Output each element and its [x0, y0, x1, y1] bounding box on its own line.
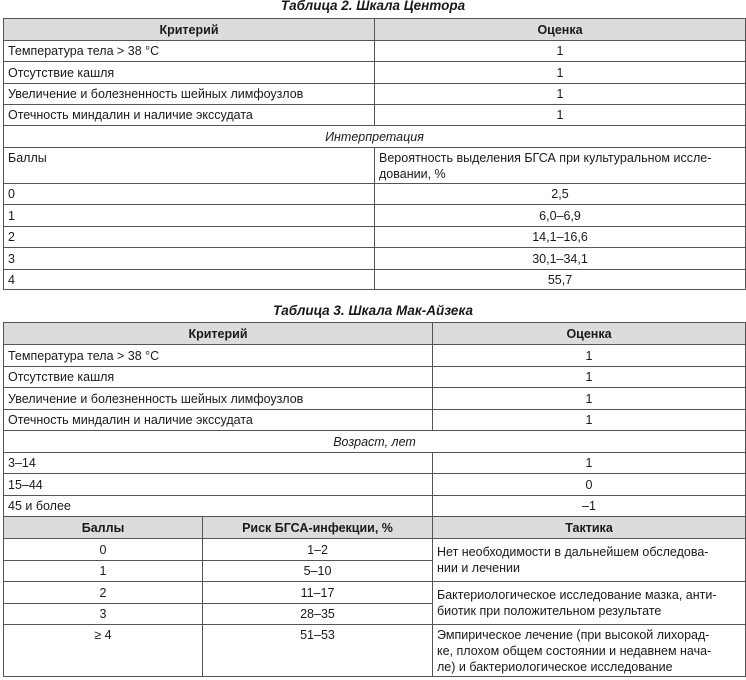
probability-header	[375, 148, 746, 184]
points-cell: ≥ 4	[4, 625, 203, 677]
table-row	[4, 388, 746, 410]
age-cell: 15–44	[4, 474, 433, 496]
table-row	[4, 539, 746, 561]
points-cell: 1	[4, 205, 375, 227]
risk-cell: 5–10	[203, 561, 433, 582]
criterion-cell: Отечность миндалин и наличие экссудата	[4, 410, 433, 431]
tactics-line: ке, плохом общем состоянии и недавнем нача-	[437, 644, 712, 658]
criterion-cell: Температура тела > 38 °С	[4, 345, 433, 367]
probability-cell: 14,1–16,6	[375, 227, 746, 248]
table-row	[4, 248, 746, 270]
score-cell: 1	[433, 410, 746, 431]
tactics-line: нии и лечении	[437, 561, 520, 575]
table-row	[4, 345, 746, 367]
score-cell: 1	[375, 105, 746, 126]
score-cell: 1	[433, 367, 746, 388]
tactics-line: Бактериологическое исследование мазка, анти-	[437, 588, 717, 602]
table-row	[4, 270, 746, 290]
table-row	[4, 41, 746, 62]
age-title: Возраст, лет	[4, 431, 746, 453]
points-cell: 0	[4, 539, 203, 561]
risk-cell: 1–2	[203, 539, 433, 561]
table-row	[4, 84, 746, 105]
col-criterion-header: Критерий	[4, 19, 375, 41]
table-row	[4, 367, 746, 388]
criterion-cell: Отсутствие кашля	[4, 62, 375, 84]
points-cell: 2	[4, 582, 203, 604]
risk-cell: 11–17	[203, 582, 433, 604]
score-cell: 1	[375, 84, 746, 105]
age-cell: 3–14	[4, 453, 433, 474]
risk-cell: 51–53	[203, 625, 433, 677]
tactics-line: биотик при положительном результате	[437, 604, 662, 618]
table-row	[4, 62, 746, 84]
tactics-cell	[433, 539, 746, 582]
table-row	[4, 474, 746, 496]
score-cell: 1	[433, 388, 746, 410]
score-cell: 1	[433, 453, 746, 474]
criterion-cell: Отечность миндалин и наличие экссудата	[4, 105, 375, 126]
table-row	[4, 453, 746, 474]
points-cell: 2	[4, 227, 375, 248]
centor-table	[3, 18, 746, 290]
probability-header-line2: довании, %	[379, 167, 446, 181]
criterion-cell: Температура тела > 38 °С	[4, 41, 375, 62]
points-cell: 0	[4, 184, 375, 205]
col-risk-header: Риск БГСА-инфекции, %	[203, 517, 433, 539]
tactics-cell	[433, 625, 746, 677]
score-cell: 1	[375, 62, 746, 84]
table-row	[4, 184, 746, 205]
table3-caption: Таблица 3. Шкала Мак-Айзека	[273, 303, 473, 318]
points-cell: 4	[4, 270, 375, 290]
criterion-cell: Увеличение и болезненность шейных лимфоузлов	[4, 84, 375, 105]
table-row	[4, 105, 746, 126]
col-score-header: Оценка	[433, 323, 746, 345]
score-cell: 1	[375, 41, 746, 62]
tactics-line: Нет необходимости в дальнейшем обследова-	[437, 545, 709, 559]
score-cell: –1	[433, 496, 746, 517]
col-criterion-header: Критерий	[4, 323, 433, 345]
table-row	[4, 625, 746, 677]
table-row	[4, 227, 746, 248]
criterion-cell: Увеличение и болезненность шейных лимфоузлов	[4, 388, 433, 410]
table-row	[4, 205, 746, 227]
points-cell: 1	[4, 561, 203, 582]
tactics-cell	[433, 582, 746, 625]
probability-cell: 55,7	[375, 270, 746, 290]
col-score-header: Оценка	[375, 19, 746, 41]
table-row	[4, 410, 746, 431]
interpretation-title: Интерпретация	[4, 126, 746, 148]
tactics-line: Эмпирическое лечение (при высокой лихорад-	[437, 628, 710, 642]
col-tactics-header: Тактика	[433, 517, 746, 539]
probability-cell: 30,1–34,1	[375, 248, 746, 270]
score-cell: 1	[433, 345, 746, 367]
col-points-header: Баллы	[4, 517, 203, 539]
risk-cell: 28–35	[203, 604, 433, 625]
points-cell: 3	[4, 248, 375, 270]
table-row	[4, 496, 746, 517]
age-cell: 45 и более	[4, 496, 433, 517]
mcisaac-table	[3, 322, 746, 517]
table2-caption: Таблица 2. Шкала Центора	[280, 0, 466, 13]
probability-cell: 6,0–6,9	[375, 205, 746, 227]
points-cell: 3	[4, 604, 203, 625]
points-header: Баллы	[4, 148, 375, 184]
tactics-line: ле) и бактериологическое исследование	[437, 660, 673, 674]
criterion-cell: Отсутствие кашля	[4, 367, 433, 388]
table-row	[4, 582, 746, 604]
score-cell: 0	[433, 474, 746, 496]
mcisaac-result-table	[3, 516, 746, 677]
probability-cell: 2,5	[375, 184, 746, 205]
probability-header-line1: Вероятность выделения БГСА при культуральном иссле-	[379, 151, 712, 165]
